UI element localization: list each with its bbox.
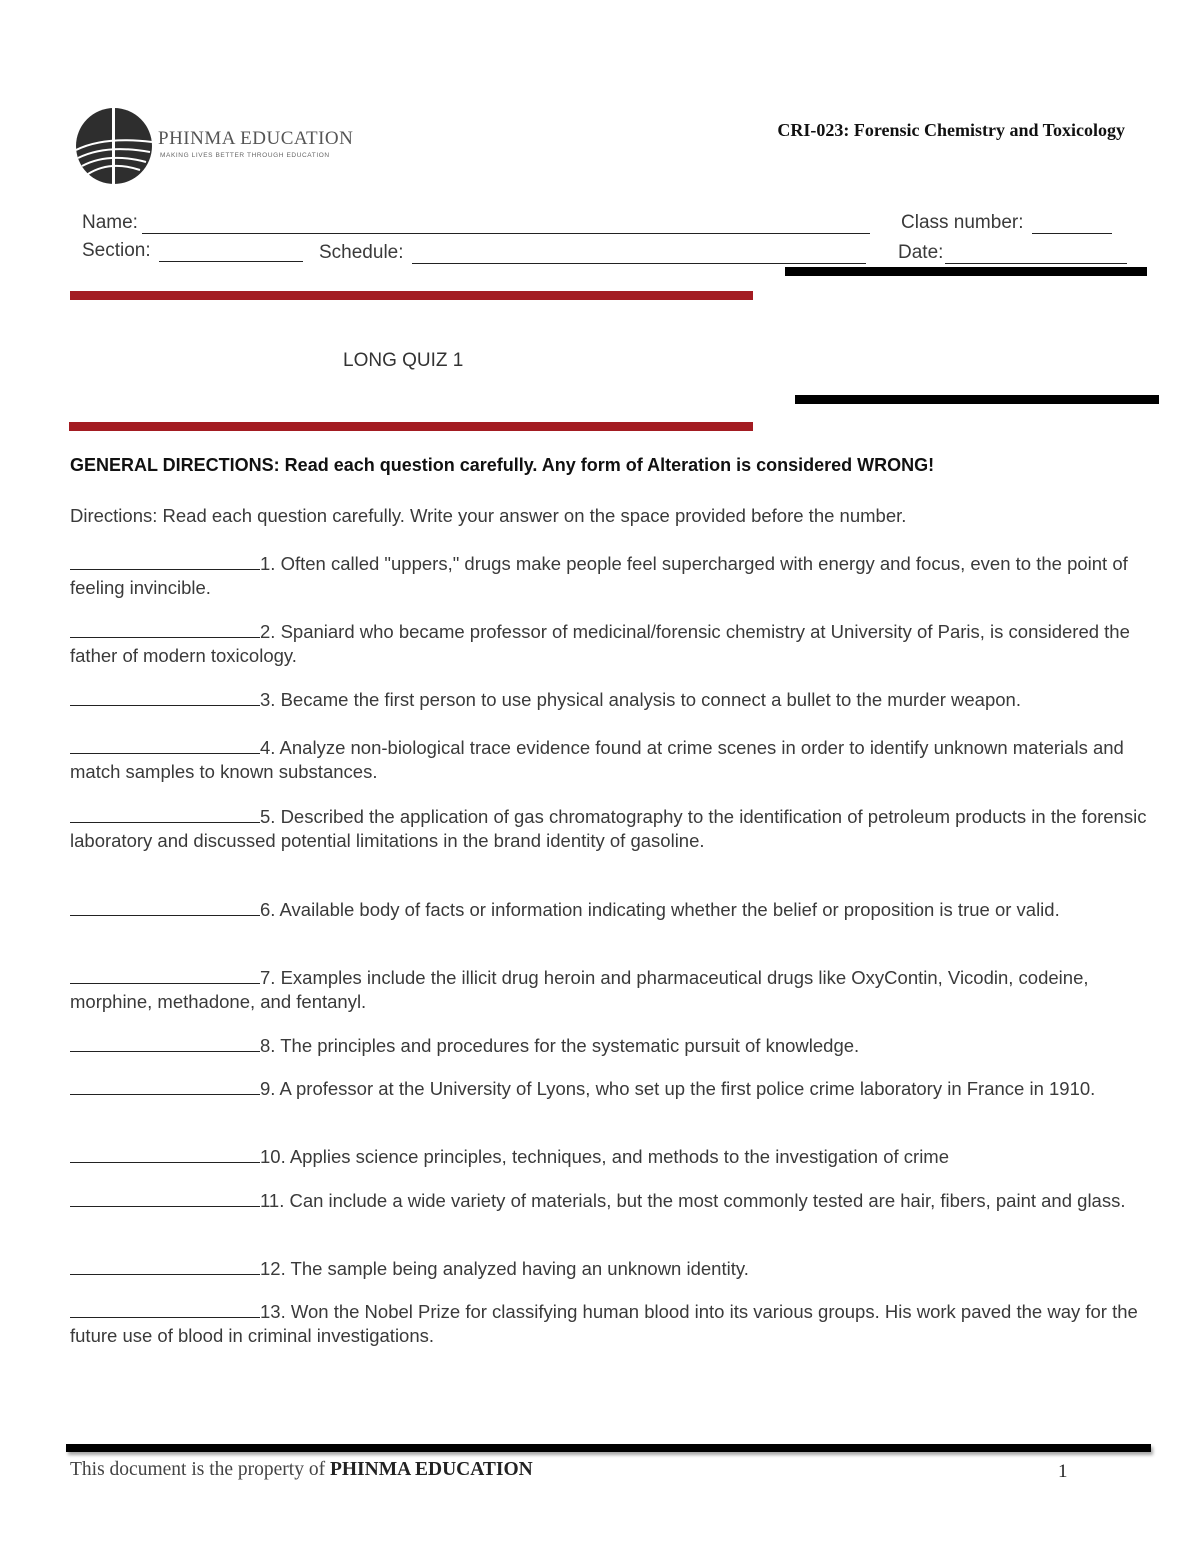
class-number-label: Class number: [901,212,1024,233]
answer-blank-8[interactable] [70,1034,260,1052]
name-label: Name: [82,212,138,233]
logo-name: PHINMA EDUCATION [158,128,354,149]
question-13: 13. Won the Nobel Prize for classifying human blood into its various groups. His work paved the way for the future use of blood in criminal investigations. [70,1301,1138,1346]
question-8: 8. The principles and procedures for the systematic pursuit of knowledge. [70,1034,859,1058]
schedule-blank[interactable] [412,244,866,264]
answer-blank-12[interactable] [70,1257,260,1275]
date-field [898,242,1127,264]
footer-owner: PHINMA EDUCATION [329,1459,533,1480]
question-10: 10. Applies science principles, techniques, and methods to the investigation of crime [70,1145,949,1169]
schedule-label: Schedule: [319,242,404,263]
question-7: 7. Examples include the illicit drug heroin and pharmaceutical drugs like OxyContin, Vicodin, codeine, morphine, methadone, and fentanyl. [70,967,1089,1012]
question-12: 12. The sample being analyzed having an unknown identity. [70,1257,749,1281]
answer-blank-9[interactable] [70,1077,260,1095]
answer-blank-6[interactable] [70,898,260,916]
question-11: 11. Can include a wide variety of materials, but the most commonly tested are hair, fibers, paint and glass. [70,1189,1125,1213]
question-9: 9. A professor at the University of Lyons, who set up the first police crime laboratory in France in 1910. [70,1077,1095,1101]
logo-tagline: MAKING LIVES BETTER THROUGH EDUCATION [160,152,330,159]
quiz-title: LONG QUIZ 1 [343,350,464,371]
section-label: Section: [82,240,151,261]
directions: Directions: Read each question carefully. Write your answer on the space provided before the number. [70,505,907,526]
answer-blank-13[interactable] [70,1300,260,1318]
phinma-logo [74,106,354,186]
question-5: 5. Described the application of gas chromatography to the identification of petroleum products in the forensic laboratory and discussed potential limitations in the brand identity of gasoline. [70,806,1147,851]
answer-blank-11[interactable] [70,1189,260,1207]
answer-blank-10[interactable] [70,1145,260,1163]
class-number-field [901,212,1112,234]
name-field [82,212,870,234]
bottom-red-bar [69,422,753,431]
answer-blank-2[interactable] [70,620,260,638]
schedule-field [319,242,866,264]
answer-blank-3[interactable] [70,688,260,706]
footer-bar [66,1444,1151,1452]
section-field [82,240,303,262]
header-black-bar [785,267,1147,276]
general-directions: GENERAL DIRECTIONS: Read each question carefully. Any form of Alteration is considered WRONG! [70,455,935,475]
date-blank[interactable] [945,244,1127,264]
answer-blank-5[interactable] [70,805,260,823]
section-blank[interactable] [159,242,303,262]
page-number: 1 [1058,1461,1068,1482]
class-number-blank[interactable] [1032,214,1112,234]
question-6: 6. Available body of facts or information indicating whether the belief or proposition is true or valid. [70,898,1060,922]
date-label: Date: [898,242,944,263]
title-black-bar [795,395,1159,404]
course-code: CRI-023: Forensic Chemistry and Toxicology [777,120,1125,140]
top-red-bar [70,291,753,300]
question-1: 1. Often called "uppers," drugs make people feel supercharged with energy and focus, even to the point of feeling invincible. [70,553,1128,598]
question-4: 4. Analyze non-biological trace evidence found at crime scenes in order to identify unknown materials and match samples to known substances. [70,737,1124,782]
question-3: 3. Became the first person to use physical analysis to connect a bullet to the murder weapon. [70,688,1021,712]
answer-blank-1[interactable] [70,552,260,570]
answer-blank-4[interactable] [70,736,260,754]
answer-blank-7[interactable] [70,966,260,984]
logo-emblem-icon [74,106,154,186]
question-2: 2. Spaniard who became professor of medicinal/forensic chemistry at University of Paris, is considered the father of modern toxicology. [70,621,1130,666]
footer-text: This document is the property of PHINMA EDUCATION [70,1459,533,1480]
name-blank[interactable] [142,214,870,234]
